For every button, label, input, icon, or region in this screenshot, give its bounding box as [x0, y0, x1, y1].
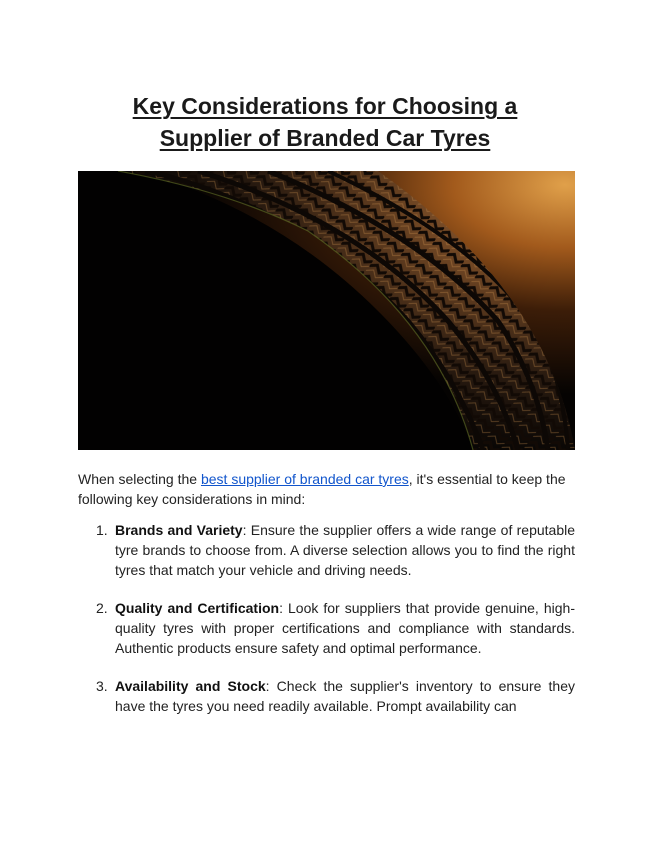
list-item-number: 1.	[96, 522, 108, 538]
page-title	[60, 90, 590, 154]
list-item-text: : Look for suppliers that provide genuine, high-quality tyres with proper certifications and compliance with standards. Authentic products ensure safety and optimal performance.	[115, 600, 575, 656]
list-item-text: : Check the supplier's inventory to ensure they have the tyres you need readily available. Prompt availability can	[115, 678, 575, 714]
list-item	[78, 598, 575, 658]
list-item	[78, 676, 575, 716]
intro-text-after: , it's essential to keep the following key considerations in mind:	[78, 471, 566, 507]
list-item-heading: Quality and Certification	[115, 600, 280, 616]
list-item-heading: Availability and Stock	[115, 678, 266, 694]
considerations-list	[78, 520, 575, 734]
list-item-heading: Brands and Variety	[115, 522, 243, 538]
title-line-1: Key Considerations for Choosing a	[132, 93, 518, 119]
title-line-2: Supplier of Branded Car Tyres	[159, 125, 491, 151]
list-item-number: 2.	[96, 600, 108, 616]
supplier-link[interactable]: best supplier of branded car tyres	[200, 471, 409, 487]
intro-paragraph	[78, 469, 575, 509]
list-item-number: 3.	[96, 678, 108, 694]
list-item-text: : Ensure the supplier offers a wide range of reputable tyre brands to choose from. A diverse selection allows you to find the right tyres that match your vehicle and driving needs.	[115, 522, 576, 578]
tyre-tread-photo	[78, 171, 575, 450]
intro-text-before: When selecting the	[78, 471, 201, 487]
list-item	[78, 520, 575, 580]
